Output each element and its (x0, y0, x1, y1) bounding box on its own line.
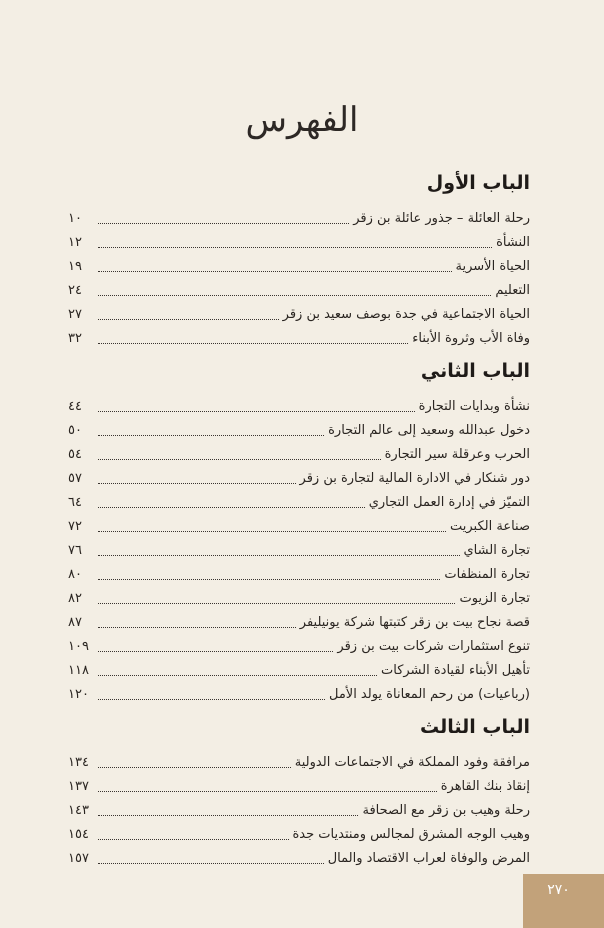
toc-entry-page: ٦٤ (68, 495, 82, 510)
toc-entry-page: ١٢ (68, 235, 82, 250)
dot-leader (98, 791, 437, 792)
toc-entry[interactable] (68, 750, 530, 772)
toc-entry-label: (رباعيات) من رحم المعاناة يولد الأمل (328, 687, 530, 702)
toc-entry-label: وهيب الوجه المشرق لمجالس ومنتديات جدة (292, 827, 530, 842)
dot-leader (98, 411, 415, 412)
toc-entry-page: ٨٢ (68, 591, 82, 606)
toc-entry-label: تجارة الشاي (463, 543, 530, 558)
dot-leader (98, 603, 455, 604)
dot-leader (98, 767, 291, 768)
toc-entry[interactable] (68, 302, 530, 324)
toc-entry-page: ١٣٤ (68, 755, 89, 770)
dot-leader (98, 815, 358, 816)
dot-leader (98, 435, 324, 436)
toc-entry-label: تأهيل الأبناء لقيادة الشركات (381, 663, 530, 678)
toc-entry-label: التعليم (495, 283, 530, 298)
toc-entry[interactable] (68, 230, 530, 252)
toc-entry[interactable] (68, 846, 530, 868)
toc-entry-page: ١٤٣ (68, 803, 89, 818)
page-number: ٢٧٠ (547, 882, 570, 898)
toc-entry-label: النشأة (496, 235, 530, 250)
toc-entry-page: ٥٧ (68, 471, 82, 486)
toc-entry[interactable] (68, 278, 530, 300)
dot-leader (98, 863, 324, 864)
toc-entry-page: ٢٧ (68, 307, 82, 322)
dot-leader (98, 223, 349, 224)
toc-entry-label: رحلة وهيب بن زقر مع الصحافة (362, 803, 530, 818)
toc-entry-page: ١١٨ (68, 663, 89, 678)
toc-entry-label: صناعة الكبريت (449, 519, 530, 534)
toc-entry-page: ٢٤ (68, 283, 82, 298)
dot-leader (98, 343, 408, 344)
dot-leader (98, 699, 325, 700)
toc-entry[interactable] (68, 466, 530, 488)
toc-entry[interactable] (68, 326, 530, 348)
toc-entry-label: التميّز في إدارة العمل التجاري (368, 495, 530, 510)
toc-entry[interactable] (68, 394, 530, 416)
toc-entry[interactable] (68, 254, 530, 276)
page-title: الفهرس (245, 100, 359, 140)
toc-entry-page: ٧٢ (68, 519, 82, 534)
toc-entry-page: ١٢٠ (68, 687, 89, 702)
dot-leader (98, 555, 460, 556)
toc-entry[interactable] (68, 562, 530, 584)
toc-entry-page: ٨٧ (68, 615, 82, 630)
toc-entry-page: ٧٦ (68, 543, 82, 558)
dot-leader (98, 247, 492, 248)
toc-entry-page: ٣٢ (68, 331, 82, 346)
toc-entry-label: نشأة وبدايات التجارة (418, 399, 530, 414)
toc-entry-label: دور شنكار في الادارة المالية لتجارة بن زقر (299, 471, 530, 486)
toc-entry[interactable] (68, 634, 530, 656)
dot-leader (98, 839, 289, 840)
toc-entry-page: ٥٤ (68, 447, 82, 462)
dot-leader (98, 459, 381, 460)
toc-entry-label: قصة نجاح بيت بن زقر كتبتها شركة يونيليفر (299, 615, 530, 630)
toc-entry-label: تنوع استثمارات شركات بيت بن زقر (337, 639, 530, 654)
toc-entry[interactable] (68, 206, 530, 228)
chapter-heading-3: الباب الثالث (419, 716, 530, 738)
toc-entry-label: الحرب وعرقلة سير التجارة (384, 447, 530, 462)
toc-entry[interactable] (68, 822, 530, 844)
toc-entry-label: دخول عبدالله وسعيد إلى عالم التجارة (328, 423, 530, 438)
toc-entry-label: تجارة الزيوت (459, 591, 530, 606)
toc-entry-label: مرافقة وفود المملكة في الاجتماعات الدولية (294, 755, 530, 770)
toc-entry-page: ١٥٤ (68, 827, 89, 842)
toc-entry-page: ١٩ (68, 259, 82, 274)
dot-leader (98, 483, 296, 484)
dot-leader (98, 319, 279, 320)
dot-leader (98, 651, 333, 652)
toc-entry[interactable] (68, 658, 530, 680)
toc-entry-label: وفاة الأب وثروة الأبناء (412, 331, 530, 346)
toc-entry[interactable] (68, 490, 530, 512)
toc-entry-label: الحياة الأسرية (455, 259, 530, 274)
toc-entry[interactable] (68, 514, 530, 536)
toc-entry-page: ١٥٧ (68, 851, 89, 866)
toc-entry-label: إنقاذ بنك القاهرة (440, 779, 530, 794)
toc-entry-page: ٤٤ (68, 399, 82, 414)
toc-entry[interactable] (68, 538, 530, 560)
toc-entry-page: ١٠ (68, 211, 82, 226)
dot-leader (98, 627, 296, 628)
toc-entry-page: ١٠٩ (68, 639, 89, 654)
toc-entry-label: رحلة العائلة – جذور عائلة بن زقر (353, 211, 530, 226)
chapter-heading-2: الباب الثاني (420, 360, 530, 382)
toc-entry[interactable] (68, 418, 530, 440)
dot-leader (98, 675, 377, 676)
toc-entry[interactable] (68, 610, 530, 632)
dot-leader (98, 507, 365, 508)
toc-entry[interactable] (68, 682, 530, 704)
toc-entry-label: المرض والوفاة لعراب الاقتصاد والمال (327, 851, 530, 866)
dot-leader (98, 271, 452, 272)
chapter-heading-1: الباب الأول (426, 172, 530, 194)
toc-entry-page: ٨٠ (68, 567, 82, 582)
dot-leader (98, 295, 491, 296)
toc-entry-label: الحياة الاجتماعية في جدة بوصف سعيد بن زقر (282, 307, 530, 322)
dot-leader (98, 531, 446, 532)
toc-entry[interactable] (68, 774, 530, 796)
toc-entry-page: ١٣٧ (68, 779, 89, 794)
toc-entry[interactable] (68, 798, 530, 820)
dot-leader (98, 579, 440, 580)
toc-entry[interactable] (68, 586, 530, 608)
toc-entry-page: ٥٠ (68, 423, 82, 438)
toc-entry-label: تجارة المنظفات (444, 567, 530, 582)
toc-entry[interactable] (68, 442, 530, 464)
